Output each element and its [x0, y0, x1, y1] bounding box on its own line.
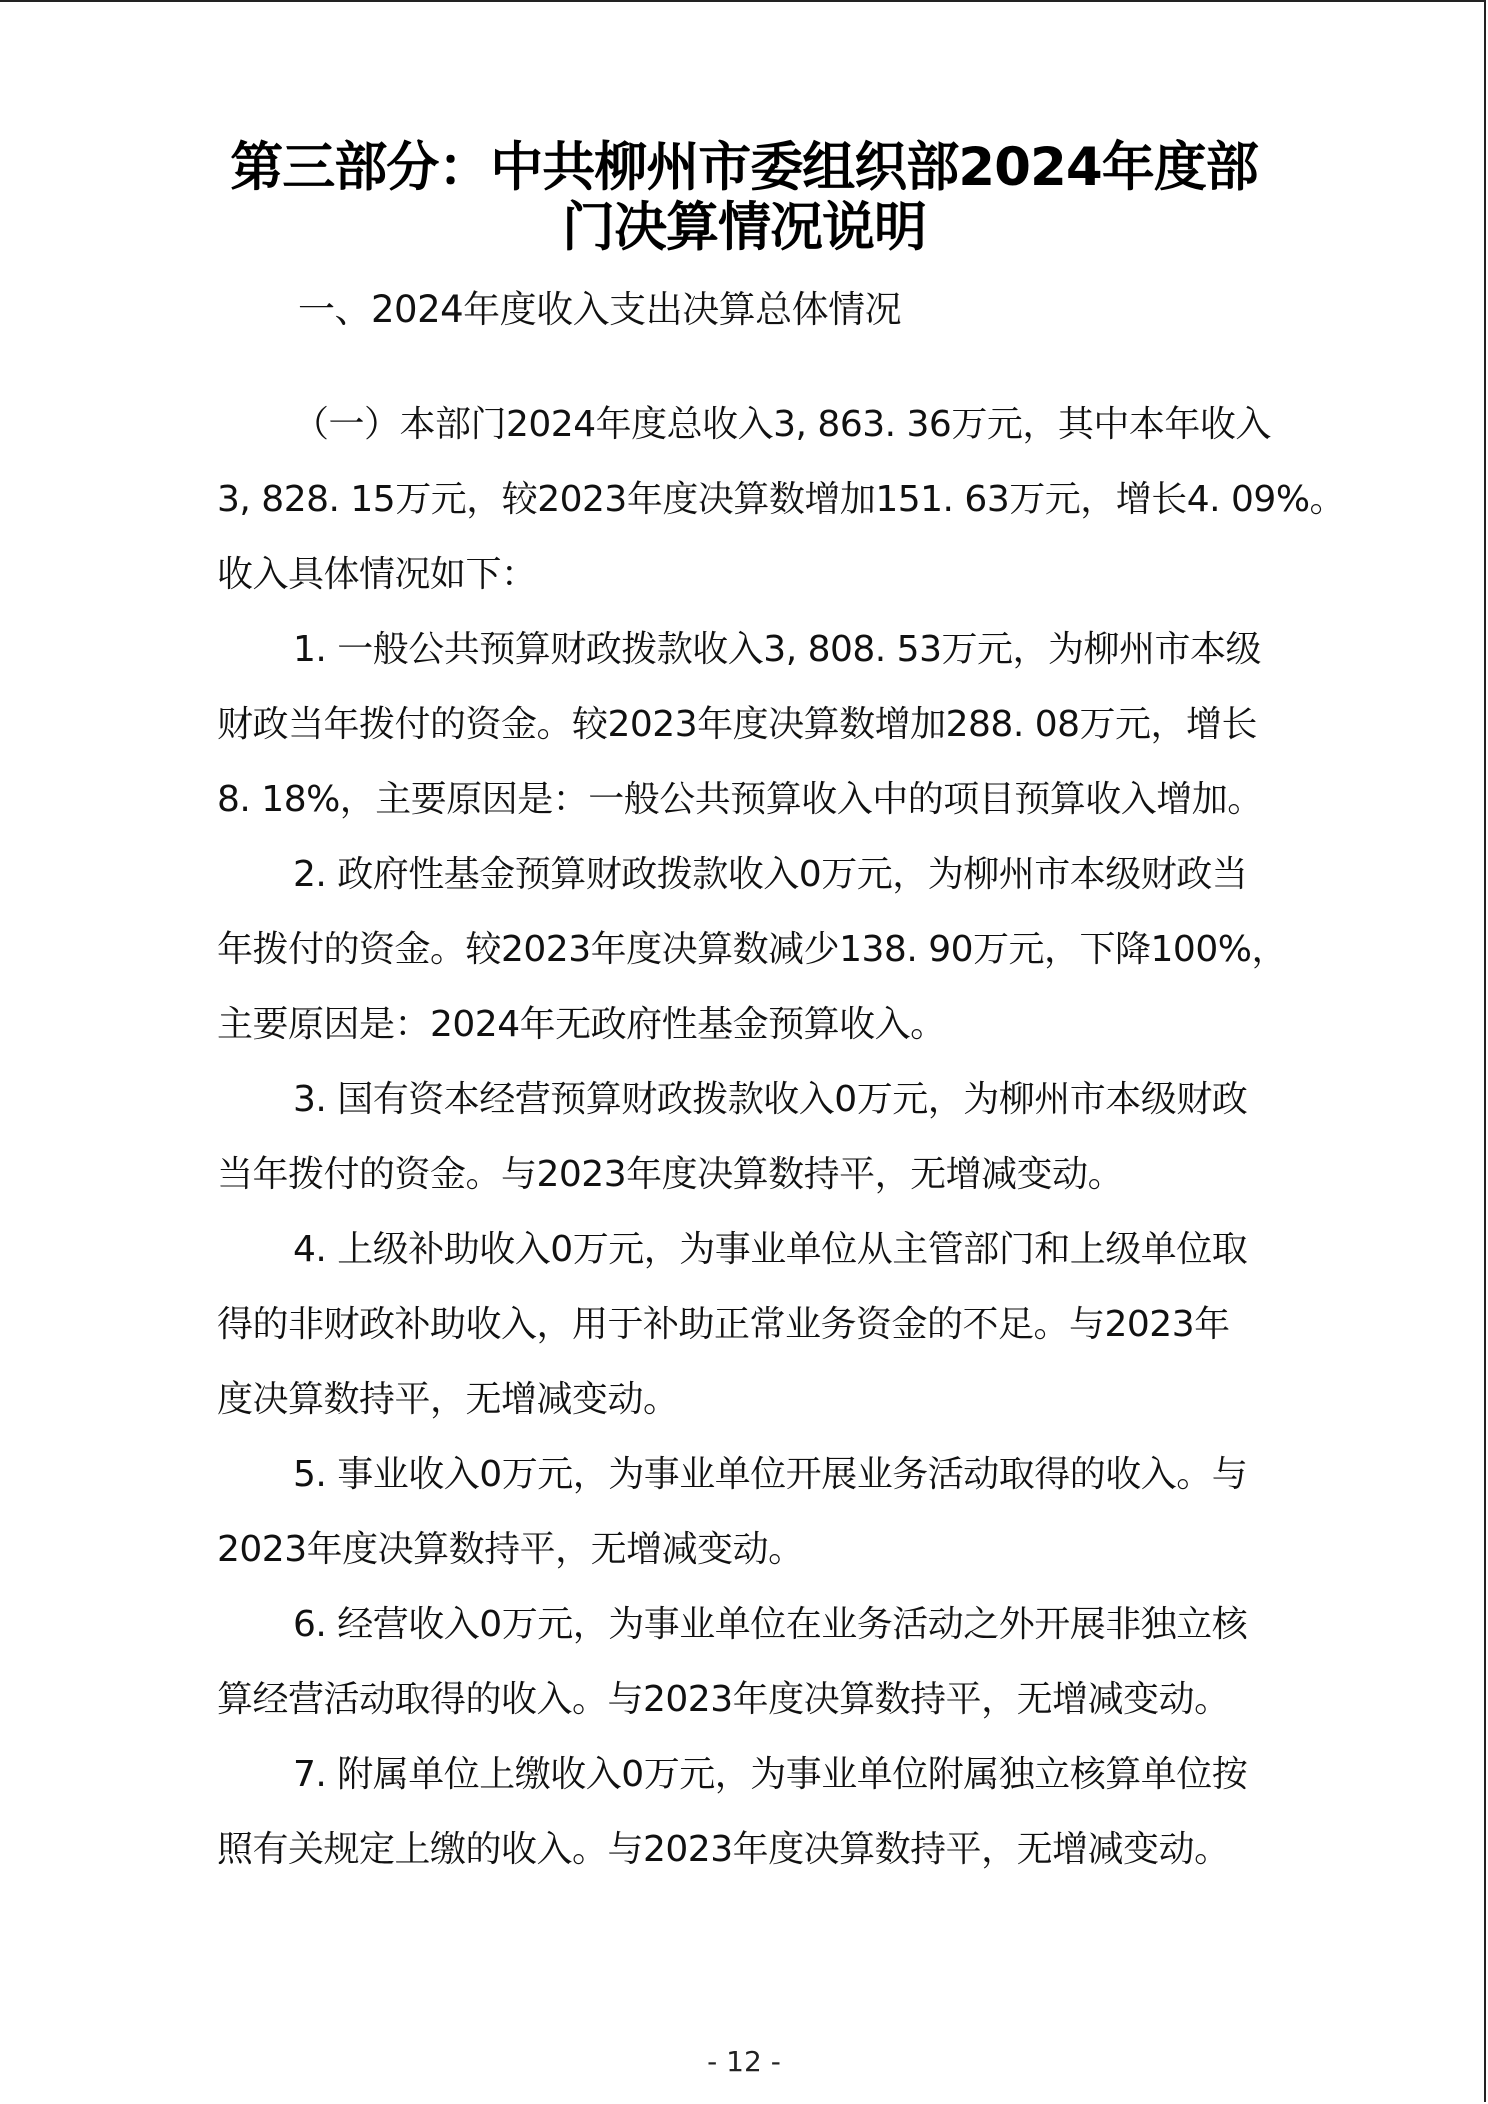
paragraph-total-income — [217, 387, 1346, 612]
paragraph-affiliate-income — [217, 1737, 1289, 1887]
paragraph-operating-income — [217, 1587, 1289, 1737]
paragraph-general-budget — [217, 612, 1289, 837]
text-line: 得的非财政补助收入，用于补助正常业务资金的不足。与2023年 — [217, 1304, 1230, 1345]
text-line: 8. 18%，主要原因是：一般公共预算收入中的项目预算收入增加。 — [217, 779, 1263, 820]
text-line: 4. 上级补助收入0万元，为事业单位从主管部门和上级单位取 — [293, 1229, 1248, 1270]
title-line-2: 门决算情况说明 — [562, 196, 926, 258]
paragraph-state-capital — [217, 1062, 1289, 1212]
text-line: 算经营活动取得的收入。与2023年度决算数持平，无增减变动。 — [217, 1679, 1230, 1720]
text-line: 度决算数持平，无增减变动。 — [217, 1379, 679, 1420]
text-line: 财政当年拨付的资金。较2023年度决算数增加288. 08万元，增长 — [217, 704, 1258, 745]
page-number: - 12 - — [707, 2045, 781, 2078]
text-line: 2. 政府性基金预算财政拨款收入0万元，为柳州市本级财政当 — [293, 854, 1248, 895]
text-line: 2023年度决算数持平，无增减变动。 — [217, 1529, 804, 1570]
text-line: 1. 一般公共预算财政拨款收入3, 808. 53万元，为柳州市本级 — [293, 629, 1261, 670]
text-line: 7. 附属单位上缴收入0万元，为事业单位附属独立核算单位按 — [293, 1754, 1248, 1795]
text-line: 5. 事业收入0万元，为事业单位开展业务活动取得的收入。与 — [293, 1454, 1248, 1495]
text-line: 主要原因是：2024年无政府性基金预算收入。 — [217, 1004, 946, 1045]
text-line: 3, 828. 15万元，较2023年度决算数增加151. 63万元，增长4. 09%。 — [217, 479, 1346, 520]
text-line: 照有关规定上缴的收入。与2023年度决算数持平，无增减变动。 — [217, 1829, 1230, 1870]
section-heading: 一、2024年度收入支出决算总体情况 — [298, 288, 902, 331]
page-title — [200, 138, 1288, 258]
text-line: （一）本部门2024年度总收入3, 863. 36万元，其中本年收入 — [293, 404, 1271, 445]
paragraph-government-fund — [217, 837, 1289, 1062]
text-line: 6. 经营收入0万元，为事业单位在业务活动之外开展非独立核 — [293, 1604, 1248, 1645]
paragraph-superior-subsidy — [217, 1212, 1289, 1437]
title-line-1: 第三部分：中共柳州市委组织部2024年度部 — [230, 136, 1258, 198]
text-line: 当年拨付的资金。与2023年度决算数持平，无增减变动。 — [217, 1154, 1124, 1195]
text-line: 收入具体情况如下： — [217, 554, 537, 595]
document-body — [217, 387, 1346, 1887]
text-line: 3. 国有资本经营预算财政拨款收入0万元，为柳州市本级财政 — [293, 1079, 1248, 1120]
text-line: 年拨付的资金。较2023年度决算数减少138. 90万元，下降100%， — [217, 929, 1287, 970]
paragraph-business-income — [217, 1437, 1289, 1587]
